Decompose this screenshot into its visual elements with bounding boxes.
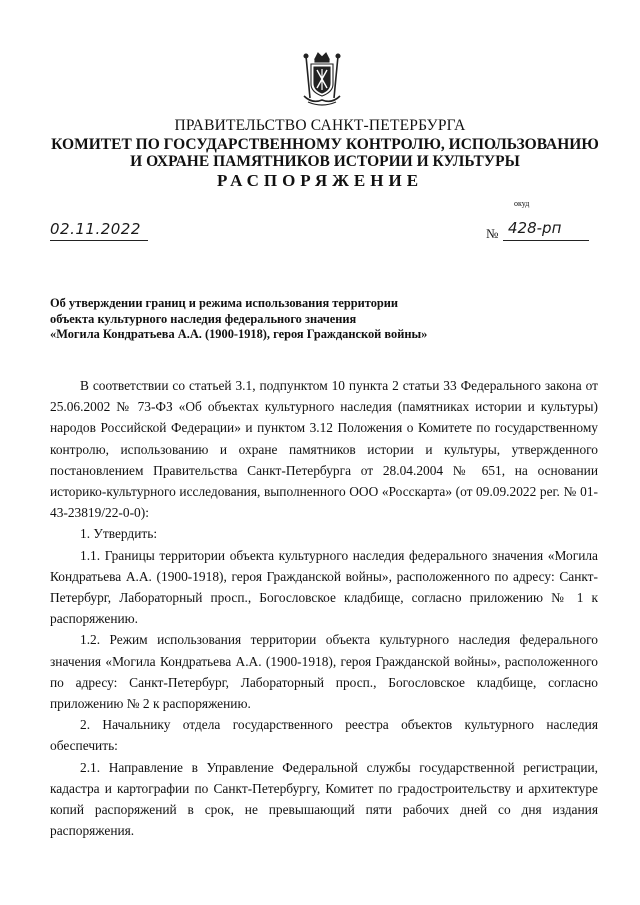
government-name: ПРАВИТЕЛЬСТВО САНКТ-ПЕТЕРБУРГА [174, 117, 466, 134]
document-number: 428-рп [508, 219, 562, 237]
committee-name [40, 136, 610, 170]
okud-label: окуд [514, 199, 530, 208]
committee-line-2: И ОХРАНЕ ПАМЯТНИКОВ ИСТОРИИ И КУЛЬТУРЫ [130, 153, 520, 170]
clause-1-1: 1.1. Границы территории объекта культурного наследия федерального значения «Могила Кондратьева А.А. (1900-1918), героя Гражданской войны», расположенного по адресу: Санкт-Петербург, Лабораторный просп., Богословское кладбище, согласно приложению № 1 к распоряжению. [50, 547, 598, 627]
clause-1: 1. Утвердить: [80, 526, 158, 542]
preamble-paragraph: В соответствии со статьей 3.1, подпунктом 10 пункта 2 статьи 33 Федерального закона от 25.06.2002 № 73-ФЗ «Об объектах культурного наследия (памятниках истории и культуры) народов Российской Федерации» и пунктом 3.12 Положения о Комитете по государственному контролю, использованию и охране памятников истории и культуры, утвержденного постановлением Правительства Санкт-Петербурга от 28.04.2004 № 651, на основании историко-культурного исследования, выполненного ООО «Росскарта» (от 09.09.2022 рег. № 01-43-23819/22-0-0): [50, 378, 598, 521]
st-petersburg-coat-of-arms-icon [298, 50, 346, 108]
document-type-title: РАСПОРЯЖЕНИЕ [216, 171, 424, 190]
number-sign: № [486, 226, 499, 241]
committee-line-1: КОМИТЕТ ПО ГОСУДАРСТВЕННОМУ КОНТРОЛЮ, ИСПОЛЬЗОВАНИЮ [51, 136, 599, 153]
document-subject [50, 296, 470, 343]
clause-2: 2. Начальнику отдела государственного реестра объектов культурного наследия обеспечить: [50, 717, 598, 754]
document-date: 02.11.2022 [50, 220, 141, 238]
clause-2-1: 2.1. Направление в Управление Федеральной службы государственной регистрации, кадастра и картографии по Санкт-Петербургу, Комитет по градостроительству и архитектуре копий распоряжений в срок, не превышающий пяти рабочих дней со дня издания распоряжения. [50, 759, 598, 839]
subject-line-3: «Могила Кондратьева А.А. (1900-1918), героя Гражданской войны» [50, 327, 428, 341]
subject-line-2: объекта культурного наследия федерального значения [50, 311, 357, 326]
clause-1-2: 1.2. Режим использования территории объекта культурного наследия федерального значения «Могила Кондратьева А.А. (1900-1918), героя Гражданской войны», расположенного по адресу: Санкт-Петербург, Лабораторный просп., Богословское кладбище, согласно приложению № 2 к распоряжению. [50, 632, 598, 712]
document-body [50, 375, 598, 841]
subject-line-1: Об утверждении границ и режима использования территории [50, 296, 399, 310]
